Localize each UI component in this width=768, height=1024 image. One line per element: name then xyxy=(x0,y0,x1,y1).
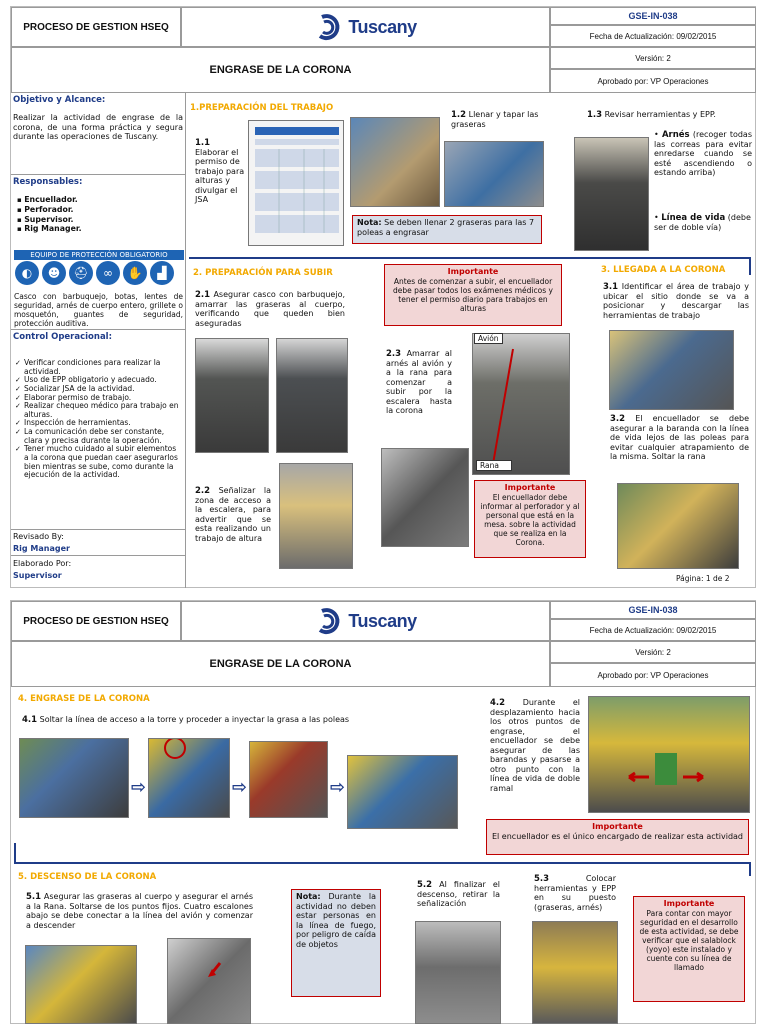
important-text: El encuellador debe informar al perforador y al personal que está en la mesa. sobre la actividad que se realiza en la Corona. xyxy=(480,492,580,547)
arrow-right-icon: ⇨ xyxy=(330,777,346,798)
step-number: 1.3 xyxy=(587,110,603,120)
step-3-2 xyxy=(610,414,749,462)
important-text: Para contar con mayor seguridad en el desarrollo de esta actividad, se debe verificar que el salablock (yoyo) este instalado y cuente con su línea de llamado xyxy=(639,908,739,972)
note-text: Durante la actividad no deben estar personas en la línea de fuego, por peligro de caída de objetos xyxy=(296,892,377,949)
step-text: Soltar la línea de acceso a la torre y proceder a inyectar la grasa a las poleas xyxy=(39,715,350,724)
list-item: ✓ Tener mucho cuidado al subir elementos a la corona que puedan caer asegurarlos bien mientras se sube, como durante la ejecución de la actividad. xyxy=(15,445,183,480)
reviewed-by-value: Rig Manager xyxy=(13,544,70,553)
version: Versión: 2 xyxy=(550,641,756,663)
prepared-by-label: Elaborado Por: xyxy=(13,559,72,568)
note-box xyxy=(291,889,381,997)
arrow-right-icon: ⇨ xyxy=(131,777,147,798)
doc-code: GSE-IN-038 xyxy=(550,601,756,619)
control-heading: Control Operacional: xyxy=(13,332,112,342)
step-text: Durante el desplazamiento hacia los otros puntos de engrase, el encuellador se debe asegurar de las barandas y pasarse a otro punto con la línea de vida de doble ramal xyxy=(490,698,580,793)
step-number: 2.2 xyxy=(195,486,211,496)
lifeline-label: Línea de vida xyxy=(661,213,726,223)
crown-arrival-photo xyxy=(609,330,734,410)
step-text: Asegurar casco con barbuquejo, amarrar las graseras al cuerpo, verificando que queden bien aseguradas xyxy=(195,290,346,328)
step-5-2 xyxy=(417,880,500,909)
list-item: ✓ La comunicación debe ser constante, clara y precisa durante la operación. xyxy=(15,428,183,445)
avion-label: Avión xyxy=(474,333,503,344)
important-title: Importante xyxy=(663,899,715,908)
tuscany-logo-icon xyxy=(314,606,344,636)
note-box xyxy=(352,215,542,244)
boots-icon: ▟ xyxy=(150,261,174,285)
step-number: 5.2 xyxy=(417,880,433,890)
section-4-heading: 4. ENGRASE DE LA CORONA xyxy=(18,694,150,704)
lifeline-railing-photo xyxy=(617,483,739,569)
step-5-1 xyxy=(26,892,253,930)
important-title: Importante xyxy=(447,267,499,276)
step-text: Revisar herramientas y EPP. xyxy=(604,110,716,119)
step-number: 3.1 xyxy=(603,282,619,292)
list-item: ▪ Supervisor. xyxy=(17,215,82,225)
step-text: El encuellador se debe asegurar a la baranda con la línea de vida lejos de las poleas para evitar cualquier atrapamiento de la misma. Soltar la rana xyxy=(610,414,749,462)
tools-storage-photo xyxy=(532,921,618,1024)
step-4-1 xyxy=(22,715,442,725)
harness-attach-photo xyxy=(472,333,570,475)
step-number: 5.3 xyxy=(534,874,550,884)
approved-by: Aprobado por: VP Operaciones xyxy=(550,69,756,93)
step-number: 1.2 xyxy=(451,110,467,120)
objective-heading: Objetivo y Alcance: xyxy=(13,95,106,105)
greaser-photo xyxy=(350,117,440,207)
page-number: Página: 1 de 2 xyxy=(676,574,730,583)
section-1-heading: 1.PREPARACIÓN DEL TRABAJO xyxy=(190,103,334,113)
divider xyxy=(749,862,751,876)
step-number: 3.2 xyxy=(610,414,626,424)
step-number: 5.1 xyxy=(26,892,42,902)
ladder-signage-photo xyxy=(279,463,353,569)
harness-worker-photo xyxy=(574,137,649,251)
worker-harness-photo xyxy=(276,338,348,453)
harness-text: (recoger todas las correas para evitar enredarse cuando se esté ascendiendo o estando arriba) xyxy=(654,130,752,178)
tuscany-logo-icon xyxy=(314,12,344,42)
step-3-1 xyxy=(603,282,749,320)
sidebar xyxy=(11,93,186,588)
list-item: ✓ Inspección de herramientas. xyxy=(15,419,183,428)
step-text: Colocar herramientas y EPP en su puesto (graseras, arnés) xyxy=(534,874,616,912)
important-callout xyxy=(633,896,745,1002)
important-title: Importante xyxy=(592,822,643,831)
step-2-2 xyxy=(195,486,271,543)
ear-protection-icon: ◐ xyxy=(15,261,39,285)
list-item: ▪ Perforador. xyxy=(17,205,82,215)
note-label: Nota: xyxy=(357,218,382,227)
step-1-2 xyxy=(451,110,541,129)
list-item: ✓ Verificar condiciones para realizar la actividad. xyxy=(15,359,183,376)
descent-ladder-photo xyxy=(167,938,251,1024)
section-5-heading: 5. DESCENSO DE LA CORONA xyxy=(18,872,157,882)
descent-photo xyxy=(25,945,137,1024)
step-text: Identificar el área de trabajo y ubicar el sitio donde se va a posicionar y descargar las herramientas de trabajo xyxy=(603,282,749,320)
step-2-1 xyxy=(195,290,345,328)
divider xyxy=(189,257,751,259)
important-title: Importante xyxy=(504,483,556,492)
arrow-right-icon: ⇨ xyxy=(232,777,248,798)
important-text: Antes de comenzar a subir, el encuellador debe pasar todos los exámenes médicos y tener el permiso diario para trabajos en alturas xyxy=(393,276,553,313)
divider xyxy=(14,862,751,864)
update-date: Fecha de Actualización: 09/02/2015 xyxy=(550,619,756,641)
step-1-1 xyxy=(195,138,245,205)
note-label: Nota: xyxy=(296,892,321,901)
step-text: Llenar y tapar las graseras xyxy=(451,110,539,130)
important-text: El encuellador es el único encargado de realizar esta actividad xyxy=(491,831,744,841)
important-callout xyxy=(474,480,586,558)
company-logo xyxy=(181,7,550,47)
list-item: ✓ Uso de EPP obligatorio y adecuado. xyxy=(15,376,183,385)
ppe-heading: EQUIPO DE PROTECCIÓN OBLIGATORIO xyxy=(14,250,184,260)
harness-label: Arnés xyxy=(661,130,690,140)
note-text: Se deben llenar 2 graseras para las 7 poleas a engrasar xyxy=(357,218,535,237)
grease-step-photo xyxy=(249,741,328,818)
ppe-text: Casco con barbuquejo, botas, lentes de seguridad, arnés de cuerpo entero, grillete o mosquetón, guantes de seguridad, protección auditiva. xyxy=(14,292,183,328)
grease-step-photo xyxy=(19,738,129,818)
list-item: ▪ Rig Manager. xyxy=(17,224,82,234)
step-4-2 xyxy=(490,698,580,793)
signage-removal-photo xyxy=(415,921,501,1024)
doc-code: GSE-IN-038 xyxy=(550,7,756,25)
step-number: 4.2 xyxy=(490,698,506,708)
step-text: Al finalizar el descenso, retirar la señalización xyxy=(417,880,501,909)
responsables-list xyxy=(17,195,82,234)
section-3-heading: 3. LLEGADA A LA CORONA xyxy=(601,265,726,275)
lifeline-note: • Línea de vida (debe ser de doble vía) xyxy=(654,213,751,233)
company-name: Tuscany xyxy=(348,610,417,631)
jsa-form-photo xyxy=(248,120,344,246)
list-item: ✓ Elaborar permiso de trabajo. xyxy=(15,394,183,403)
worker-harness-photo xyxy=(195,338,269,453)
process-title: PROCESO DE GESTION HSEQ xyxy=(11,7,181,47)
prepared-by-value: Supervisor xyxy=(13,571,62,580)
step-text: Amarrar al arnés al avión y a la rana para comenzar a subir por la escalera hasta la corona xyxy=(386,349,453,416)
worker-greaser-photo xyxy=(444,141,544,207)
step-number: 1.1 xyxy=(195,138,211,148)
approved-by: Aprobado por: VP Operaciones xyxy=(550,663,756,687)
important-callout xyxy=(486,819,749,855)
gloves-icon: ✋ xyxy=(123,261,147,285)
important-callout xyxy=(384,264,562,326)
doc-title: ENGRASE DE LA CORONA xyxy=(11,47,550,93)
climbing-ladder-photo xyxy=(381,448,469,547)
list-item: ▪ Encuellador. xyxy=(17,195,82,205)
company-name: Tuscany xyxy=(348,16,417,37)
section-2-heading: 2. PREPARACIÓN PARA SUBIR xyxy=(193,268,333,278)
reviewed-by-label: Revisado By: xyxy=(13,532,64,541)
step-text: Señalizar la zona de acceso a la escalera, para advertir que se esta realizando un trabajo de altura xyxy=(195,486,271,543)
list-item: ✓ Realizar chequeo médico para trabajo en alturas. xyxy=(15,402,183,419)
lifeline-text: (debe ser de doble vía) xyxy=(654,213,751,233)
moving-crown-photo xyxy=(588,696,750,813)
version: Versión: 2 xyxy=(550,47,756,69)
step-number: 2.3 xyxy=(386,349,402,359)
step-number: 4.1 xyxy=(22,715,38,725)
responsables-heading: Responsables: xyxy=(13,177,83,187)
list-item: ✓ Socializar JSA de la actividad. xyxy=(15,385,183,394)
update-date: Fecha de Actualización: 09/02/2015 xyxy=(550,25,756,47)
ppe-icons xyxy=(15,261,174,285)
divider xyxy=(749,257,751,275)
control-list xyxy=(15,359,183,480)
goggles-icon: ∞ xyxy=(96,261,120,285)
harness-note: • Arnés (recoger todas las correas para evitar enredarse cuando se esté ascendiendo o estando arriba) xyxy=(654,130,752,178)
grease-step-photo xyxy=(148,738,230,818)
doc-title: ENGRASE DE LA CORONA xyxy=(11,641,550,687)
step-2-3 xyxy=(386,349,452,416)
step-number: 2.1 xyxy=(195,290,211,300)
step-text: Asegurar las graseras al cuerpo y asegurar el arnés a la Rana. Soltarse de los puntos fijos. Cuatro escalones abajo se debe conectar a la línea del avión y comenzar a descender xyxy=(26,892,253,930)
step-5-3 xyxy=(534,874,616,912)
rana-label: Rana xyxy=(476,460,512,471)
divider xyxy=(14,843,16,862)
company-logo xyxy=(181,601,550,641)
step-text: Elaborar el permiso de trabajo para alturas y divulgar el JSA xyxy=(195,148,245,205)
process-title: PROCESO DE GESTION HSEQ xyxy=(11,601,181,641)
grease-step-photo xyxy=(347,755,458,829)
step-1-3 xyxy=(587,110,752,120)
face-shield-icon: ☻ xyxy=(42,261,66,285)
hard-hat-icon: ⛑ xyxy=(69,261,93,285)
objective-text: Realizar la actividad de engrase de la corona, de una forma práctica y segura durante las operaciones de Tuscany. xyxy=(13,113,183,142)
